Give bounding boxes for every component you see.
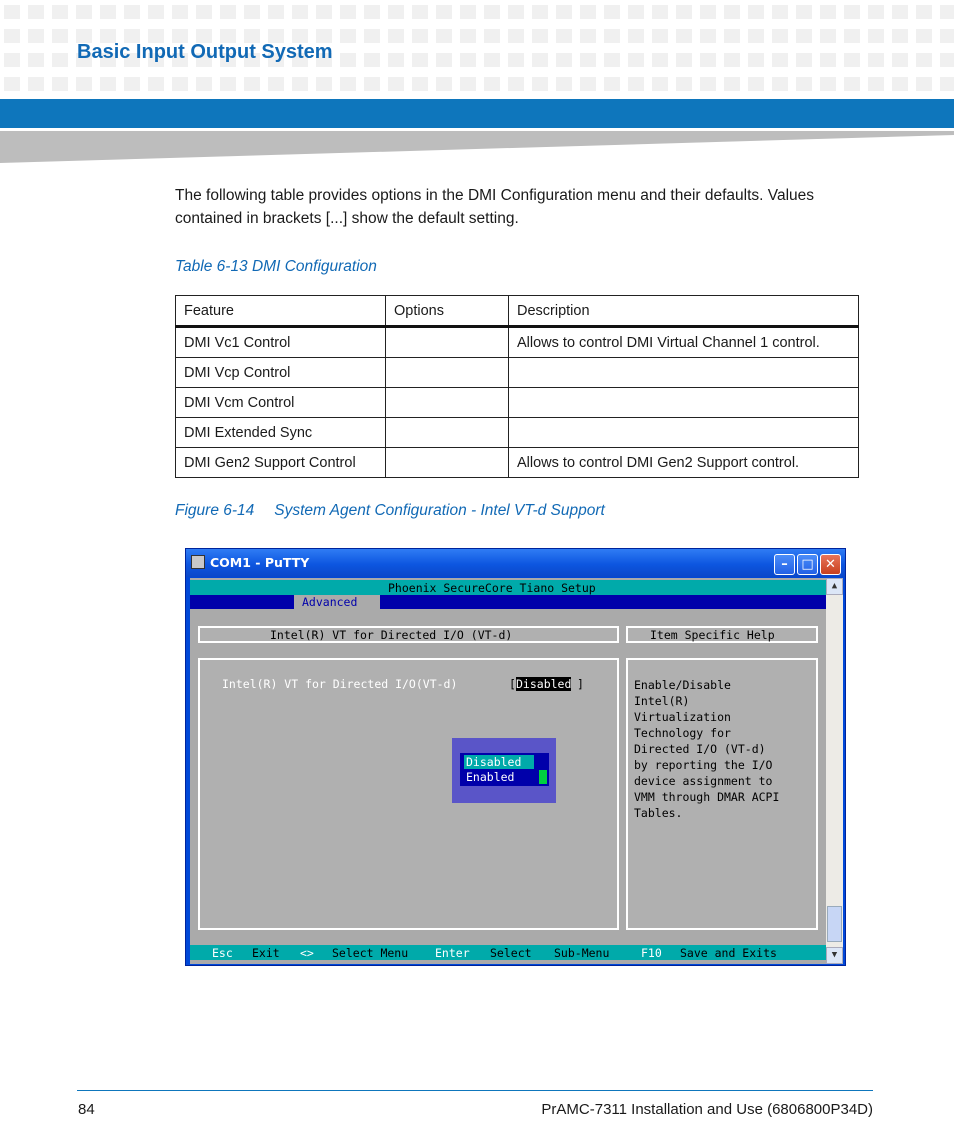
header-dot	[4, 77, 20, 91]
header-dot	[508, 5, 524, 19]
cell-description	[509, 388, 859, 418]
footer-rule	[77, 1090, 873, 1091]
header-dot	[508, 29, 524, 43]
header-dot	[484, 5, 500, 19]
header-dot	[748, 53, 764, 67]
header-feature: Feature	[176, 296, 386, 327]
help-line: Virtualization	[634, 710, 731, 724]
header-dot	[268, 5, 284, 19]
header-dot	[628, 5, 644, 19]
header-dot	[220, 5, 236, 19]
header-dot	[76, 5, 92, 19]
header-dot	[580, 53, 596, 67]
table-row	[176, 327, 859, 358]
cell-description: Allows to control DMI Virtual Channel 1 control.	[509, 327, 859, 358]
header-dot	[460, 5, 476, 19]
menu-tab-label: Advanced	[302, 595, 358, 609]
header-dot	[4, 5, 20, 19]
close-button[interactable]: ✕	[820, 554, 841, 575]
header-dot	[340, 5, 356, 19]
header-dot	[364, 29, 380, 43]
header-dot	[52, 77, 68, 91]
header-blue-band	[0, 99, 954, 128]
table-row	[176, 358, 859, 388]
cell-description	[509, 418, 859, 448]
header-dot	[604, 77, 620, 91]
header-dot	[580, 29, 596, 43]
key-esc: Esc	[212, 946, 233, 960]
setup-title: Phoenix SecureCore Tiano Setup	[388, 581, 596, 595]
header-dot	[436, 77, 452, 91]
minimize-button[interactable]: –	[774, 554, 795, 575]
header-dot	[4, 53, 20, 67]
header-dot	[772, 53, 788, 67]
header-dot	[604, 29, 620, 43]
header-dot	[628, 29, 644, 43]
header-dot	[148, 5, 164, 19]
header-dot	[700, 77, 716, 91]
header-dot	[364, 53, 380, 67]
menu-bar	[190, 595, 826, 609]
header-dot	[100, 77, 116, 91]
cell-feature: DMI Vcp Control	[176, 358, 386, 388]
header-dot	[100, 5, 116, 19]
header-dot	[916, 53, 932, 67]
header-dot	[532, 53, 548, 67]
header-dot	[868, 77, 884, 91]
header-dot	[364, 5, 380, 19]
key-arrows: <>	[300, 946, 314, 960]
header-dot	[532, 5, 548, 19]
figure-number: Figure 6-14	[175, 502, 255, 519]
setup-title-bar	[190, 580, 826, 595]
intro-paragraph: The following table provides options in the DMI Configuration menu and their defaults. Values contained in brackets [...] show the default setting.	[175, 187, 815, 227]
document-title: PrAMC-7311 Installation and Use (6806800P34D)	[541, 1101, 873, 1118]
header-description: Description	[509, 296, 859, 327]
cell-feature: DMI Vcm Control	[176, 388, 386, 418]
header-dot	[700, 5, 716, 19]
header-dot	[268, 77, 284, 91]
menu-tab-advanced[interactable]	[294, 595, 380, 609]
header-dot	[388, 77, 404, 91]
header-dot	[820, 77, 836, 91]
header-dot	[52, 5, 68, 19]
header-dot	[484, 77, 500, 91]
figure-caption	[175, 502, 605, 520]
figure-title: System Agent Configuration - Intel VT-d Support	[274, 502, 605, 519]
header-dot	[604, 5, 620, 19]
header-dot	[844, 5, 860, 19]
header-dot	[28, 53, 44, 67]
putty-title-bar[interactable]	[186, 549, 845, 577]
key-f10: F10	[641, 946, 662, 960]
setting-value[interactable]: Disabled	[516, 677, 572, 691]
cell-options	[386, 448, 509, 478]
header-dot	[532, 77, 548, 91]
header-dot	[340, 29, 356, 43]
header-dot	[676, 53, 692, 67]
header-dot	[196, 5, 212, 19]
header-dot	[796, 29, 812, 43]
header-dot	[412, 5, 428, 19]
option-enabled[interactable]	[464, 770, 544, 784]
option-label: Disabled	[466, 755, 522, 769]
cell-options	[386, 327, 509, 358]
header-dot	[124, 77, 140, 91]
putty-app-icon	[191, 555, 205, 569]
header-dot	[28, 77, 44, 91]
action-save-exit: Save and Exits	[680, 946, 777, 960]
header-dot	[772, 29, 788, 43]
maximize-button[interactable]: □	[797, 554, 818, 575]
cell-feature: DMI Vc1 Control	[176, 327, 386, 358]
help-panel	[626, 658, 818, 930]
header-dot	[460, 29, 476, 43]
table-caption: Table 6-13 DMI Configuration	[175, 258, 377, 275]
header-dot	[892, 77, 908, 91]
help-line: device assignment to	[634, 774, 773, 788]
header-dot	[700, 53, 716, 67]
header-dot	[772, 77, 788, 91]
bios-setup-screen[interactable]	[190, 578, 826, 964]
table-header-row	[176, 296, 859, 327]
setting-bracket-open: [	[509, 677, 516, 691]
putty-window	[185, 548, 846, 966]
header-options: Options	[386, 296, 509, 327]
action-sub-menu: Sub-Menu	[554, 946, 610, 960]
header-dot	[52, 29, 68, 43]
header-dot	[412, 77, 428, 91]
header-dot	[724, 53, 740, 67]
header-dot	[724, 29, 740, 43]
header-dot	[796, 53, 812, 67]
cell-description	[509, 358, 859, 388]
option-list	[460, 753, 549, 786]
header-dot	[676, 77, 692, 91]
scroll-thumb[interactable]	[827, 906, 842, 942]
header-dot	[868, 29, 884, 43]
help-text	[634, 677, 779, 821]
header-dot	[388, 53, 404, 67]
header-dot	[196, 77, 212, 91]
right-panel-title: Item Specific Help	[650, 628, 775, 642]
key-enter: Enter	[435, 946, 470, 960]
header-dot	[652, 77, 668, 91]
header-dot	[316, 5, 332, 19]
header-dot	[460, 77, 476, 91]
putty-window-title: COM1 - PuTTY	[210, 555, 310, 570]
header-dot	[676, 5, 692, 19]
option-disabled[interactable]	[464, 755, 534, 769]
setting-label: Intel(R) VT for Directed I/O(VT-d)	[222, 677, 458, 691]
action-exit: Exit	[252, 946, 280, 960]
header-dot	[460, 53, 476, 67]
header-dot	[76, 77, 92, 91]
header-dot	[580, 77, 596, 91]
header-dot	[556, 53, 572, 67]
header-dot	[4, 29, 20, 43]
header-dot	[868, 5, 884, 19]
header-dot	[484, 29, 500, 43]
dmi-configuration-table	[175, 295, 859, 478]
header-dot	[652, 5, 668, 19]
option-popup	[452, 738, 556, 803]
header-dot	[748, 5, 764, 19]
header-dot	[628, 77, 644, 91]
header-dot	[916, 77, 932, 91]
header-dot	[292, 5, 308, 19]
left-panel-header	[198, 626, 619, 643]
header-dot	[796, 5, 812, 19]
header-dot	[916, 5, 932, 19]
header-dot	[28, 5, 44, 19]
header-dot	[388, 5, 404, 19]
help-line: Technology for	[634, 726, 731, 740]
header-dot	[844, 29, 860, 43]
section-title: Basic Input Output System	[77, 41, 333, 63]
header-dot	[292, 77, 308, 91]
table-row	[176, 448, 859, 478]
help-line: Intel(R)	[634, 694, 690, 708]
header-dot	[436, 53, 452, 67]
header-dot	[364, 77, 380, 91]
cell-feature: DMI Gen2 Support Control	[176, 448, 386, 478]
header-dot	[820, 29, 836, 43]
header-dot	[244, 77, 260, 91]
header-dot	[532, 29, 548, 43]
header-dot	[28, 29, 44, 43]
header-grey-wedge	[0, 131, 954, 163]
header-dot	[172, 5, 188, 19]
header-dot	[412, 53, 428, 67]
header-dot	[892, 29, 908, 43]
cell-options	[386, 358, 509, 388]
text-cursor	[539, 770, 547, 784]
table-row	[176, 418, 859, 448]
header-dot	[892, 5, 908, 19]
header-dot	[820, 5, 836, 19]
header-dot	[172, 77, 188, 91]
header-dot	[148, 77, 164, 91]
header-dot	[748, 77, 764, 91]
header-dot	[772, 5, 788, 19]
action-select-menu: Select Menu	[332, 946, 409, 960]
header-dot	[340, 77, 356, 91]
header-dot	[244, 5, 260, 19]
header-dot	[940, 53, 954, 67]
key-help-bar	[190, 945, 826, 960]
header-dot	[436, 29, 452, 43]
header-dot	[916, 29, 932, 43]
header-dot	[724, 5, 740, 19]
header-dot	[652, 53, 668, 67]
header-dot	[628, 53, 644, 67]
header-dot	[940, 29, 954, 43]
left-panel-title: Intel(R) VT for Directed I/O (VT-d)	[270, 628, 513, 642]
scroll-down-icon[interactable]: ▼	[826, 947, 843, 964]
header-dot	[748, 29, 764, 43]
help-line: Enable/Disable	[634, 678, 731, 692]
action-select: Select	[490, 946, 532, 960]
help-line: Directed I/O (VT-d)	[634, 742, 766, 756]
cell-feature: DMI Extended Sync	[176, 418, 386, 448]
header-dot	[412, 29, 428, 43]
header-dot	[508, 77, 524, 91]
page-number: 84	[78, 1101, 95, 1118]
header-dot	[868, 53, 884, 67]
header-dot	[940, 77, 954, 91]
header-dot	[556, 5, 572, 19]
header-dot	[388, 29, 404, 43]
table-row	[176, 388, 859, 418]
header-dot	[892, 53, 908, 67]
help-line: by reporting the I/O	[634, 758, 773, 772]
header-dot	[724, 77, 740, 91]
header-dot	[796, 77, 812, 91]
header-dot	[580, 5, 596, 19]
header-dot	[556, 77, 572, 91]
header-dot	[124, 5, 140, 19]
cell-description: Allows to control DMI Gen2 Support control.	[509, 448, 859, 478]
cell-options	[386, 418, 509, 448]
option-label: Enabled	[466, 770, 515, 784]
header-dot	[820, 53, 836, 67]
header-dot	[844, 77, 860, 91]
header-dot	[52, 53, 68, 67]
header-dot	[844, 53, 860, 67]
header-dot	[436, 5, 452, 19]
right-panel-header	[626, 626, 818, 643]
header-dot	[316, 77, 332, 91]
header-dot	[220, 77, 236, 91]
header-dot	[556, 29, 572, 43]
header-dot	[604, 53, 620, 67]
setting-bracket-close: ]	[577, 677, 584, 691]
header-dot	[700, 29, 716, 43]
header-dot	[508, 53, 524, 67]
header-dot	[340, 53, 356, 67]
help-line: VMM through DMAR ACPI	[634, 790, 780, 804]
terminal-scrollbar[interactable]	[826, 578, 843, 964]
help-line: Tables.	[634, 806, 683, 820]
header-dot	[652, 29, 668, 43]
header-dot	[484, 53, 500, 67]
header-dot	[940, 5, 954, 19]
header-dot	[676, 29, 692, 43]
scroll-up-icon[interactable]: ▲	[826, 578, 843, 595]
cell-options	[386, 388, 509, 418]
